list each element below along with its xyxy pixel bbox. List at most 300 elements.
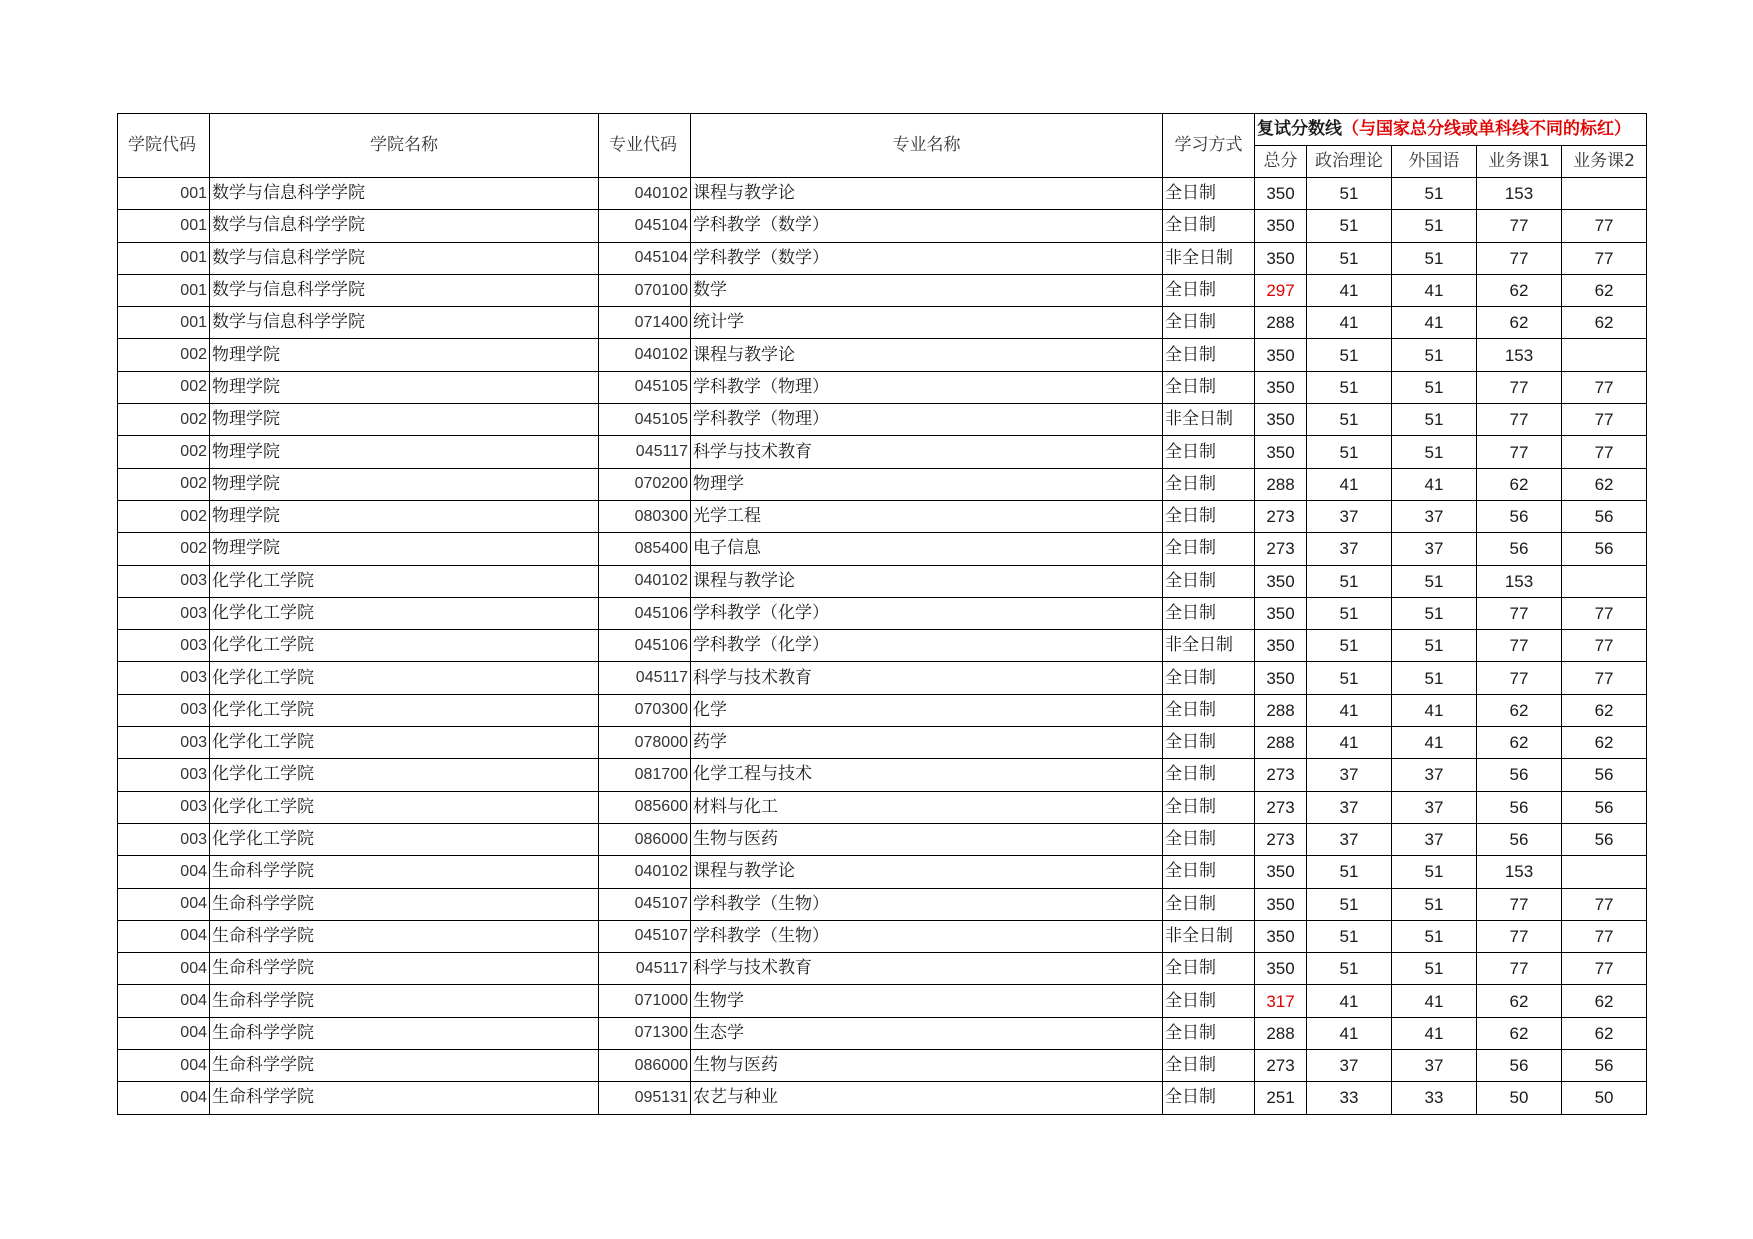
study-mode-cell: 全日制 — [1163, 985, 1255, 1017]
college-name-cell: 物理学院 — [210, 371, 599, 403]
total-score-cell: 288 — [1255, 1017, 1307, 1049]
college-code-cell: 003 — [118, 791, 210, 823]
table-row — [118, 436, 1647, 468]
course1-score-cell: 62 — [1477, 468, 1562, 500]
course2-score-cell — [1562, 339, 1647, 371]
study-mode-cell: 全日制 — [1163, 1050, 1255, 1082]
study-mode-cell: 全日制 — [1163, 791, 1255, 823]
study-mode-cell: 全日制 — [1163, 1082, 1255, 1114]
major-code-cell: 040102 — [599, 565, 691, 597]
college-name-cell: 生命科学学院 — [210, 856, 599, 888]
foreign-language-score-cell: 51 — [1392, 178, 1477, 210]
college-code-cell: 003 — [118, 630, 210, 662]
study-mode-cell: 全日制 — [1163, 339, 1255, 371]
foreign-language-score-cell: 41 — [1392, 307, 1477, 339]
politics-score-cell: 37 — [1307, 791, 1392, 823]
total-score-cell: 350 — [1255, 371, 1307, 403]
politics-score-cell: 41 — [1307, 727, 1392, 759]
politics-score-cell: 51 — [1307, 856, 1392, 888]
politics-score-cell: 37 — [1307, 759, 1392, 791]
total-score-cell: 288 — [1255, 307, 1307, 339]
major-code-cell: 081700 — [599, 759, 691, 791]
politics-score-cell: 37 — [1307, 500, 1392, 532]
header-total: 总分 — [1255, 146, 1307, 178]
foreign-language-score-cell: 37 — [1392, 500, 1477, 532]
header-score-group-title: 复试分数线 — [1257, 119, 1342, 139]
course1-score-cell: 56 — [1477, 791, 1562, 823]
study-mode-cell: 全日制 — [1163, 759, 1255, 791]
major-code-cell: 045117 — [599, 662, 691, 694]
college-name-cell: 生命科学学院 — [210, 888, 599, 920]
course2-score-cell: 62 — [1562, 468, 1647, 500]
total-score-cell: 350 — [1255, 630, 1307, 662]
course1-score-cell: 153 — [1477, 339, 1562, 371]
major-name-cell: 课程与教学论 — [691, 339, 1163, 371]
course2-score-cell: 77 — [1562, 210, 1647, 242]
major-code-cell: 045107 — [599, 888, 691, 920]
college-name-cell: 数学与信息科学学院 — [210, 210, 599, 242]
course1-score-cell: 62 — [1477, 1017, 1562, 1049]
foreign-language-score-cell: 51 — [1392, 210, 1477, 242]
course2-score-cell: 62 — [1562, 307, 1647, 339]
study-mode-cell: 非全日制 — [1163, 920, 1255, 952]
course1-score-cell: 62 — [1477, 694, 1562, 726]
course2-score-cell — [1562, 856, 1647, 888]
foreign-language-score-cell: 51 — [1392, 339, 1477, 371]
total-score-cell: 273 — [1255, 533, 1307, 565]
major-name-cell: 课程与教学论 — [691, 565, 1163, 597]
header-study-mode: 学习方式 — [1163, 114, 1255, 178]
foreign-language-score-cell: 51 — [1392, 597, 1477, 629]
major-code-cell: 080300 — [599, 500, 691, 532]
study-mode-cell: 全日制 — [1163, 371, 1255, 403]
table-row — [118, 856, 1647, 888]
college-name-cell: 化学化工学院 — [210, 662, 599, 694]
college-name-cell: 数学与信息科学学院 — [210, 274, 599, 306]
course1-score-cell: 77 — [1477, 920, 1562, 952]
total-score-cell: 350 — [1255, 888, 1307, 920]
table-row — [118, 274, 1647, 306]
college-name-cell: 化学化工学院 — [210, 727, 599, 759]
major-name-cell: 数学 — [691, 274, 1163, 306]
college-name-cell: 物理学院 — [210, 339, 599, 371]
major-name-cell: 生物与医药 — [691, 823, 1163, 855]
header-course1: 业务课1 — [1477, 146, 1562, 178]
major-name-cell: 光学工程 — [691, 500, 1163, 532]
study-mode-cell: 全日制 — [1163, 468, 1255, 500]
study-mode-cell: 全日制 — [1163, 500, 1255, 532]
table-row — [118, 759, 1647, 791]
course2-score-cell — [1562, 178, 1647, 210]
table-row — [118, 533, 1647, 565]
header-major-code: 专业代码 — [599, 114, 691, 178]
college-code-cell: 002 — [118, 533, 210, 565]
course2-score-cell: 50 — [1562, 1082, 1647, 1114]
course2-score-cell: 56 — [1562, 533, 1647, 565]
major-name-cell: 科学与技术教育 — [691, 662, 1163, 694]
college-code-cell: 003 — [118, 823, 210, 855]
course1-score-cell: 77 — [1477, 662, 1562, 694]
foreign-language-score-cell: 41 — [1392, 727, 1477, 759]
header-major-name: 专业名称 — [691, 114, 1163, 178]
foreign-language-score-cell: 51 — [1392, 662, 1477, 694]
politics-score-cell: 51 — [1307, 404, 1392, 436]
course1-score-cell: 153 — [1477, 565, 1562, 597]
foreign-language-score-cell: 37 — [1392, 759, 1477, 791]
major-code-cell: 095131 — [599, 1082, 691, 1114]
major-name-cell: 药学 — [691, 727, 1163, 759]
college-name-cell: 化学化工学院 — [210, 823, 599, 855]
header-score-group-note: （与国家总分线或单科线不同的标红） — [1342, 119, 1631, 139]
course1-score-cell: 62 — [1477, 985, 1562, 1017]
major-name-cell: 学科教学（生物） — [691, 888, 1163, 920]
college-code-cell: 004 — [118, 1017, 210, 1049]
total-score-cell: 350 — [1255, 404, 1307, 436]
major-name-cell: 材料与化工 — [691, 791, 1163, 823]
table-body — [118, 178, 1647, 1115]
politics-score-cell: 33 — [1307, 1082, 1392, 1114]
college-code-cell: 002 — [118, 371, 210, 403]
politics-score-cell: 37 — [1307, 823, 1392, 855]
course1-score-cell: 56 — [1477, 823, 1562, 855]
course2-score-cell: 77 — [1562, 920, 1647, 952]
college-code-cell: 001 — [118, 210, 210, 242]
major-code-cell: 045106 — [599, 630, 691, 662]
college-code-cell: 003 — [118, 694, 210, 726]
college-code-cell: 003 — [118, 662, 210, 694]
major-code-cell: 085600 — [599, 791, 691, 823]
college-name-cell: 化学化工学院 — [210, 597, 599, 629]
total-score-cell: 350 — [1255, 242, 1307, 274]
course2-score-cell: 77 — [1562, 597, 1647, 629]
foreign-language-score-cell: 51 — [1392, 404, 1477, 436]
politics-score-cell: 51 — [1307, 436, 1392, 468]
table-row — [118, 500, 1647, 532]
course2-score-cell: 56 — [1562, 759, 1647, 791]
course1-score-cell: 77 — [1477, 436, 1562, 468]
major-code-cell: 070100 — [599, 274, 691, 306]
foreign-language-score-cell: 51 — [1392, 371, 1477, 403]
table-row — [118, 468, 1647, 500]
politics-score-cell: 37 — [1307, 533, 1392, 565]
college-name-cell: 生命科学学院 — [210, 985, 599, 1017]
college-code-cell: 001 — [118, 307, 210, 339]
study-mode-cell: 全日制 — [1163, 533, 1255, 565]
header-college-name: 学院名称 — [210, 114, 599, 178]
major-code-cell: 045105 — [599, 404, 691, 436]
table-row — [118, 888, 1647, 920]
course1-score-cell: 77 — [1477, 953, 1562, 985]
major-name-cell: 学科教学（物理） — [691, 371, 1163, 403]
table-row — [118, 1082, 1647, 1114]
major-code-cell: 040102 — [599, 339, 691, 371]
course2-score-cell: 77 — [1562, 630, 1647, 662]
foreign-language-score-cell: 51 — [1392, 436, 1477, 468]
total-score-cell: 350 — [1255, 920, 1307, 952]
table-row — [118, 823, 1647, 855]
study-mode-cell: 全日制 — [1163, 436, 1255, 468]
major-code-cell: 078000 — [599, 727, 691, 759]
college-code-cell: 002 — [118, 468, 210, 500]
table-header — [118, 114, 1647, 178]
politics-score-cell: 41 — [1307, 694, 1392, 726]
foreign-language-score-cell: 41 — [1392, 468, 1477, 500]
table-row — [118, 920, 1647, 952]
college-code-cell: 003 — [118, 565, 210, 597]
politics-score-cell: 51 — [1307, 178, 1392, 210]
score-table — [117, 113, 1647, 1115]
major-name-cell: 学科教学（物理） — [691, 404, 1163, 436]
college-name-cell: 化学化工学院 — [210, 630, 599, 662]
major-code-cell: 071000 — [599, 985, 691, 1017]
table-row — [118, 791, 1647, 823]
course1-score-cell: 56 — [1477, 500, 1562, 532]
foreign-language-score-cell: 37 — [1392, 823, 1477, 855]
course2-score-cell: 77 — [1562, 662, 1647, 694]
course2-score-cell: 77 — [1562, 404, 1647, 436]
total-score-cell: 350 — [1255, 210, 1307, 242]
course1-score-cell: 77 — [1477, 630, 1562, 662]
college-code-cell: 004 — [118, 920, 210, 952]
major-code-cell: 045117 — [599, 436, 691, 468]
study-mode-cell: 全日制 — [1163, 662, 1255, 694]
politics-score-cell: 41 — [1307, 985, 1392, 1017]
major-name-cell: 课程与教学论 — [691, 856, 1163, 888]
politics-score-cell: 41 — [1307, 468, 1392, 500]
course2-score-cell: 62 — [1562, 1017, 1647, 1049]
course1-score-cell: 62 — [1477, 307, 1562, 339]
politics-score-cell: 51 — [1307, 597, 1392, 629]
college-name-cell: 物理学院 — [210, 436, 599, 468]
college-code-cell: 002 — [118, 339, 210, 371]
study-mode-cell: 全日制 — [1163, 178, 1255, 210]
major-name-cell: 学科教学（化学） — [691, 597, 1163, 629]
politics-score-cell: 51 — [1307, 565, 1392, 597]
college-name-cell: 物理学院 — [210, 500, 599, 532]
politics-score-cell: 41 — [1307, 1017, 1392, 1049]
table-row — [118, 307, 1647, 339]
course2-score-cell: 56 — [1562, 1050, 1647, 1082]
major-code-cell: 070300 — [599, 694, 691, 726]
study-mode-cell: 非全日制 — [1163, 242, 1255, 274]
major-name-cell: 生物学 — [691, 985, 1163, 1017]
table-row — [118, 1050, 1647, 1082]
course2-score-cell: 56 — [1562, 500, 1647, 532]
course1-score-cell: 56 — [1477, 1050, 1562, 1082]
total-score-cell: 317 — [1255, 985, 1307, 1017]
politics-score-cell: 37 — [1307, 1050, 1392, 1082]
college-code-cell: 004 — [118, 985, 210, 1017]
table-row — [118, 694, 1647, 726]
table-row — [118, 339, 1647, 371]
course2-score-cell: 77 — [1562, 371, 1647, 403]
total-score-cell: 273 — [1255, 791, 1307, 823]
major-code-cell: 045105 — [599, 371, 691, 403]
course1-score-cell: 56 — [1477, 533, 1562, 565]
total-score-cell: 350 — [1255, 339, 1307, 371]
table-row — [118, 597, 1647, 629]
study-mode-cell: 全日制 — [1163, 210, 1255, 242]
course2-score-cell: 77 — [1562, 953, 1647, 985]
table-row — [118, 404, 1647, 436]
major-name-cell: 物理学 — [691, 468, 1163, 500]
college-name-cell: 数学与信息科学学院 — [210, 178, 599, 210]
major-code-cell: 086000 — [599, 823, 691, 855]
college-name-cell: 物理学院 — [210, 404, 599, 436]
politics-score-cell: 51 — [1307, 339, 1392, 371]
study-mode-cell: 全日制 — [1163, 597, 1255, 629]
major-name-cell: 电子信息 — [691, 533, 1163, 565]
study-mode-cell: 全日制 — [1163, 856, 1255, 888]
study-mode-cell: 全日制 — [1163, 274, 1255, 306]
course1-score-cell: 77 — [1477, 888, 1562, 920]
major-code-cell: 086000 — [599, 1050, 691, 1082]
foreign-language-score-cell: 41 — [1392, 274, 1477, 306]
total-score-cell: 288 — [1255, 727, 1307, 759]
college-name-cell: 生命科学学院 — [210, 1017, 599, 1049]
total-score-cell: 251 — [1255, 1082, 1307, 1114]
foreign-language-score-cell: 37 — [1392, 533, 1477, 565]
study-mode-cell: 全日制 — [1163, 953, 1255, 985]
politics-score-cell: 41 — [1307, 307, 1392, 339]
major-code-cell: 045117 — [599, 953, 691, 985]
total-score-cell: 350 — [1255, 178, 1307, 210]
total-score-cell: 288 — [1255, 468, 1307, 500]
study-mode-cell: 全日制 — [1163, 1017, 1255, 1049]
major-name-cell: 统计学 — [691, 307, 1163, 339]
major-code-cell: 045104 — [599, 242, 691, 274]
course1-score-cell: 50 — [1477, 1082, 1562, 1114]
college-name-cell: 化学化工学院 — [210, 694, 599, 726]
foreign-language-score-cell: 51 — [1392, 565, 1477, 597]
major-code-cell: 045104 — [599, 210, 691, 242]
college-name-cell: 物理学院 — [210, 468, 599, 500]
course1-score-cell: 62 — [1477, 727, 1562, 759]
study-mode-cell: 非全日制 — [1163, 404, 1255, 436]
total-score-cell: 350 — [1255, 597, 1307, 629]
course2-score-cell: 77 — [1562, 888, 1647, 920]
major-name-cell: 课程与教学论 — [691, 178, 1163, 210]
college-code-cell: 002 — [118, 500, 210, 532]
major-name-cell: 科学与技术教育 — [691, 436, 1163, 468]
foreign-language-score-cell: 41 — [1392, 694, 1477, 726]
course2-score-cell: 56 — [1562, 791, 1647, 823]
college-code-cell: 004 — [118, 1082, 210, 1114]
total-score-cell: 288 — [1255, 694, 1307, 726]
foreign-language-score-cell: 41 — [1392, 985, 1477, 1017]
college-name-cell: 数学与信息科学学院 — [210, 307, 599, 339]
college-code-cell: 003 — [118, 597, 210, 629]
college-name-cell: 生命科学学院 — [210, 953, 599, 985]
foreign-language-score-cell: 41 — [1392, 1017, 1477, 1049]
table-row — [118, 242, 1647, 274]
foreign-language-score-cell: 51 — [1392, 856, 1477, 888]
course2-score-cell: 62 — [1562, 985, 1647, 1017]
course2-score-cell — [1562, 565, 1647, 597]
study-mode-cell: 全日制 — [1163, 727, 1255, 759]
table-row — [118, 178, 1647, 210]
politics-score-cell: 51 — [1307, 630, 1392, 662]
major-name-cell: 学科教学（生物） — [691, 920, 1163, 952]
foreign-language-score-cell: 51 — [1392, 242, 1477, 274]
politics-score-cell: 51 — [1307, 371, 1392, 403]
total-score-cell: 350 — [1255, 565, 1307, 597]
course2-score-cell: 56 — [1562, 823, 1647, 855]
major-name-cell: 生态学 — [691, 1017, 1163, 1049]
course1-score-cell: 77 — [1477, 404, 1562, 436]
header-course2: 业务课2 — [1562, 146, 1647, 178]
major-code-cell: 085400 — [599, 533, 691, 565]
course2-score-cell: 62 — [1562, 694, 1647, 726]
foreign-language-score-cell: 51 — [1392, 953, 1477, 985]
foreign-language-score-cell: 51 — [1392, 920, 1477, 952]
table-row — [118, 565, 1647, 597]
study-mode-cell: 全日制 — [1163, 694, 1255, 726]
college-name-cell: 化学化工学院 — [210, 759, 599, 791]
course1-score-cell: 77 — [1477, 210, 1562, 242]
course1-score-cell: 62 — [1477, 274, 1562, 306]
college-name-cell: 化学化工学院 — [210, 791, 599, 823]
table-row — [118, 727, 1647, 759]
major-code-cell: 070200 — [599, 468, 691, 500]
college-code-cell: 002 — [118, 436, 210, 468]
major-name-cell: 科学与技术教育 — [691, 953, 1163, 985]
major-code-cell: 071300 — [599, 1017, 691, 1049]
college-name-cell: 生命科学学院 — [210, 1082, 599, 1114]
politics-score-cell: 51 — [1307, 242, 1392, 274]
college-code-cell: 001 — [118, 242, 210, 274]
college-code-cell: 004 — [118, 888, 210, 920]
total-score-cell: 350 — [1255, 436, 1307, 468]
total-score-cell: 350 — [1255, 856, 1307, 888]
politics-score-cell: 51 — [1307, 210, 1392, 242]
politics-score-cell: 41 — [1307, 274, 1392, 306]
major-name-cell: 学科教学（数学） — [691, 242, 1163, 274]
total-score-cell: 273 — [1255, 759, 1307, 791]
study-mode-cell: 非全日制 — [1163, 630, 1255, 662]
study-mode-cell: 全日制 — [1163, 888, 1255, 920]
college-name-cell: 化学化工学院 — [210, 565, 599, 597]
course1-score-cell: 77 — [1477, 597, 1562, 629]
college-code-cell: 004 — [118, 1050, 210, 1082]
foreign-language-score-cell: 33 — [1392, 1082, 1477, 1114]
major-code-cell: 040102 — [599, 178, 691, 210]
total-score-cell: 273 — [1255, 500, 1307, 532]
major-name-cell: 化学 — [691, 694, 1163, 726]
table-row — [118, 630, 1647, 662]
college-name-cell: 生命科学学院 — [210, 1050, 599, 1082]
college-code-cell: 003 — [118, 727, 210, 759]
course1-score-cell: 77 — [1477, 242, 1562, 274]
foreign-language-score-cell: 37 — [1392, 791, 1477, 823]
total-score-cell: 350 — [1255, 953, 1307, 985]
study-mode-cell: 全日制 — [1163, 307, 1255, 339]
course2-score-cell: 77 — [1562, 436, 1647, 468]
politics-score-cell: 51 — [1307, 888, 1392, 920]
college-code-cell: 001 — [118, 178, 210, 210]
header-politics: 政治理论 — [1307, 146, 1392, 178]
major-name-cell: 学科教学（化学） — [691, 630, 1163, 662]
course1-score-cell: 153 — [1477, 178, 1562, 210]
college-code-cell: 003 — [118, 759, 210, 791]
major-code-cell: 071400 — [599, 307, 691, 339]
major-code-cell: 045107 — [599, 920, 691, 952]
politics-score-cell: 51 — [1307, 953, 1392, 985]
foreign-language-score-cell: 51 — [1392, 630, 1477, 662]
course2-score-cell: 77 — [1562, 242, 1647, 274]
table-row — [118, 985, 1647, 1017]
course2-score-cell: 62 — [1562, 727, 1647, 759]
